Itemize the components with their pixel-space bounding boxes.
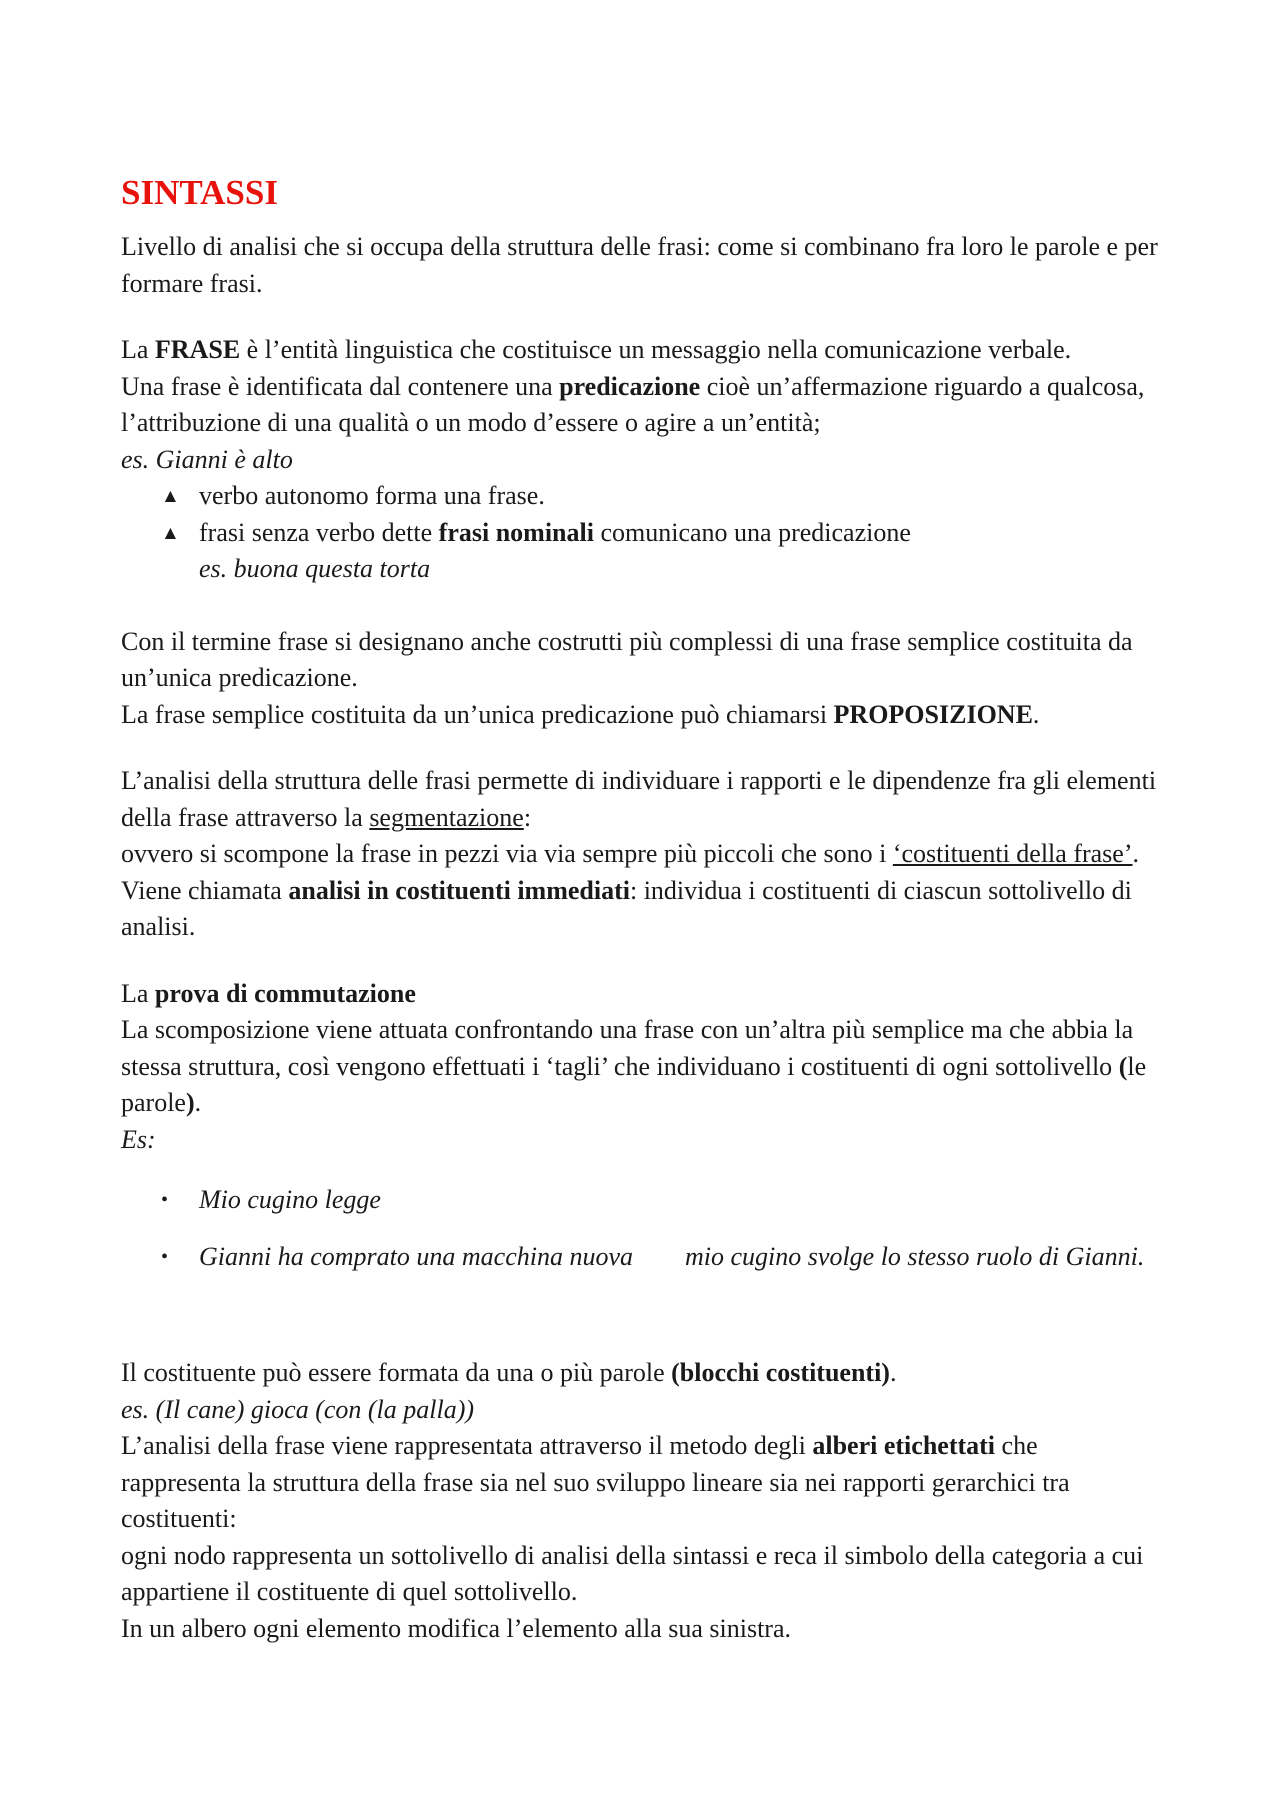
complex-line1: Con il termine frase si designano anche costrutti più complessi di una frase semplice costituita da un’unica predicazione.	[121, 626, 1133, 693]
bullet-text-pre: frasi senza verbo dette	[199, 517, 439, 547]
document-page	[121, 148, 1161, 1647]
bullet-text-post: comunicano una predicazione	[593, 517, 911, 547]
bullet-text: verbo autonomo forma una frase.	[199, 481, 545, 511]
costituenti-term: ‘costituenti della frase’	[892, 839, 1133, 869]
bullet-example: es. buona questa torta	[199, 554, 431, 584]
complex-paragraph	[121, 624, 1161, 734]
triangle-bullet-icon: ▲	[161, 522, 180, 544]
triangle-bullet-list	[121, 478, 1161, 588]
es-label	[121, 1122, 1161, 1159]
list-item	[121, 1239, 1161, 1276]
commutazione-heading	[121, 976, 1161, 1013]
costituente-l4: In un albero ogni elemento modifica l’elemento alla sua sinistra.	[121, 1613, 792, 1643]
analysis-l1-pre: L’analisi della struttura delle frasi permette di individuare i rapporti e le dipendenze fra gli elementi della frase attraverso la	[121, 766, 1157, 832]
dot-bullet-icon: •	[161, 1189, 169, 1212]
predicazione-term: predicazione	[559, 371, 701, 401]
frase-section	[121, 332, 1161, 478]
commutazione-section	[121, 976, 1161, 1276]
predicazione-pre: Una frase è identificata dal contenere una	[121, 371, 560, 401]
commutazione-heading-term: prova di commutazione	[154, 978, 416, 1008]
frase-term: FRASE	[154, 335, 241, 365]
example-list	[121, 1182, 1161, 1275]
example-comment: mio cugino svolge lo stesso ruolo di Gianni.	[685, 1241, 1145, 1271]
dot-bullet-icon: •	[161, 1245, 169, 1268]
commutazione-body	[121, 1012, 1161, 1122]
analysis-l2-post: .	[1132, 839, 1139, 869]
list-item	[121, 478, 1161, 515]
costituente-example: es. (Il cane) gioca (con (la palla))	[121, 1394, 475, 1424]
segmentazione-term: segmentazione	[369, 802, 524, 832]
complex-line2-post: .	[1032, 699, 1040, 729]
analysis-l2-pre: ovvero si scompone la frase in pezzi via via sempre più piccoli che sono i	[121, 839, 893, 869]
commutazione-body-mid: le parole	[121, 1051, 1147, 1118]
frase-pre: La	[121, 335, 155, 365]
frase-post: è l’entità linguistica che costituisce un messaggio nella comunicazione verbale.	[240, 335, 1072, 365]
example-text: Gianni ha comprato una macchina nuova	[199, 1241, 634, 1271]
alberi-etichettati-term: alberi etichettati	[812, 1431, 996, 1461]
costituente-l2-pre: L’analisi della frase viene rappresentata attraverso il metodo degli	[121, 1431, 813, 1461]
costituente-paragraph	[121, 1355, 1161, 1647]
commutazione-body-post: .	[194, 1088, 202, 1118]
es-label-text: Es:	[121, 1124, 156, 1154]
analysis-l3-post: : individua i costituenti di ciascun sottolivello di analisi.	[121, 875, 1132, 942]
intro-paragraph: Livello di analisi che si occupa della struttura delle frasi: come si combinano fra loro le parole e per formare frasi.	[121, 232, 1158, 298]
analysis-paragraph	[121, 763, 1161, 946]
frase-example	[121, 442, 1161, 479]
proposizione-term: PROPOSIZIONE	[833, 699, 1033, 729]
commutazione-body-pre: La scomposizione viene attuata confrontando una frase con un’altra più semplice ma che abbia la stessa struttura, così vengono effettuati i ‘tagli’ che individuano i costituenti di ogni sottolivello	[121, 1015, 1134, 1081]
list-item	[121, 515, 1161, 588]
complex-line2-pre: La frase semplice costituita da un’unica predicazione può chiamarsi	[121, 699, 834, 729]
commutazione-heading-pre: La	[121, 978, 155, 1008]
page-title: SINTASSI	[121, 173, 278, 213]
bullet-term: frasi nominali	[438, 517, 594, 547]
analysis-l1-post: :	[523, 802, 532, 832]
frase-example-text: es. Gianni è alto	[121, 444, 293, 474]
example-text: Mio cugino legge	[199, 1185, 381, 1215]
costituente-l2-post: che rappresenta la struttura della frase sia nel suo sviluppo lineare sia nei rapporti gerarchici tra costituenti:	[121, 1431, 1070, 1534]
costituente-l1-post: .	[889, 1358, 897, 1388]
blocchi-costituenti-term: (blocchi costituenti)	[671, 1358, 890, 1388]
costituente-section	[121, 1355, 1161, 1647]
list-item	[121, 1182, 1161, 1219]
frase-definition	[121, 332, 1161, 442]
costituente-l3: ogni nodo rappresenta un sottolivello di analisi della sintassi e reca il simbolo della categoria a cui appartiene il costituente di quel sottolivello.	[121, 1540, 1144, 1607]
analysis-l3-pre: Viene chiamata	[121, 875, 289, 905]
paren-open: (	[1118, 1051, 1128, 1081]
paren-close: )	[185, 1088, 195, 1118]
predicazione-post: cioè un’affermazione riguardo a qualcosa, l’attribuzione di una qualità o un modo d’essere o agire a un’entità;	[121, 371, 1145, 438]
costituente-l1-pre: Il costituente può essere formata da una o più parole	[121, 1358, 672, 1388]
triangle-bullet-icon: ▲	[161, 486, 180, 508]
analisi-costituenti-term: analisi in costituenti immediati	[288, 875, 630, 905]
